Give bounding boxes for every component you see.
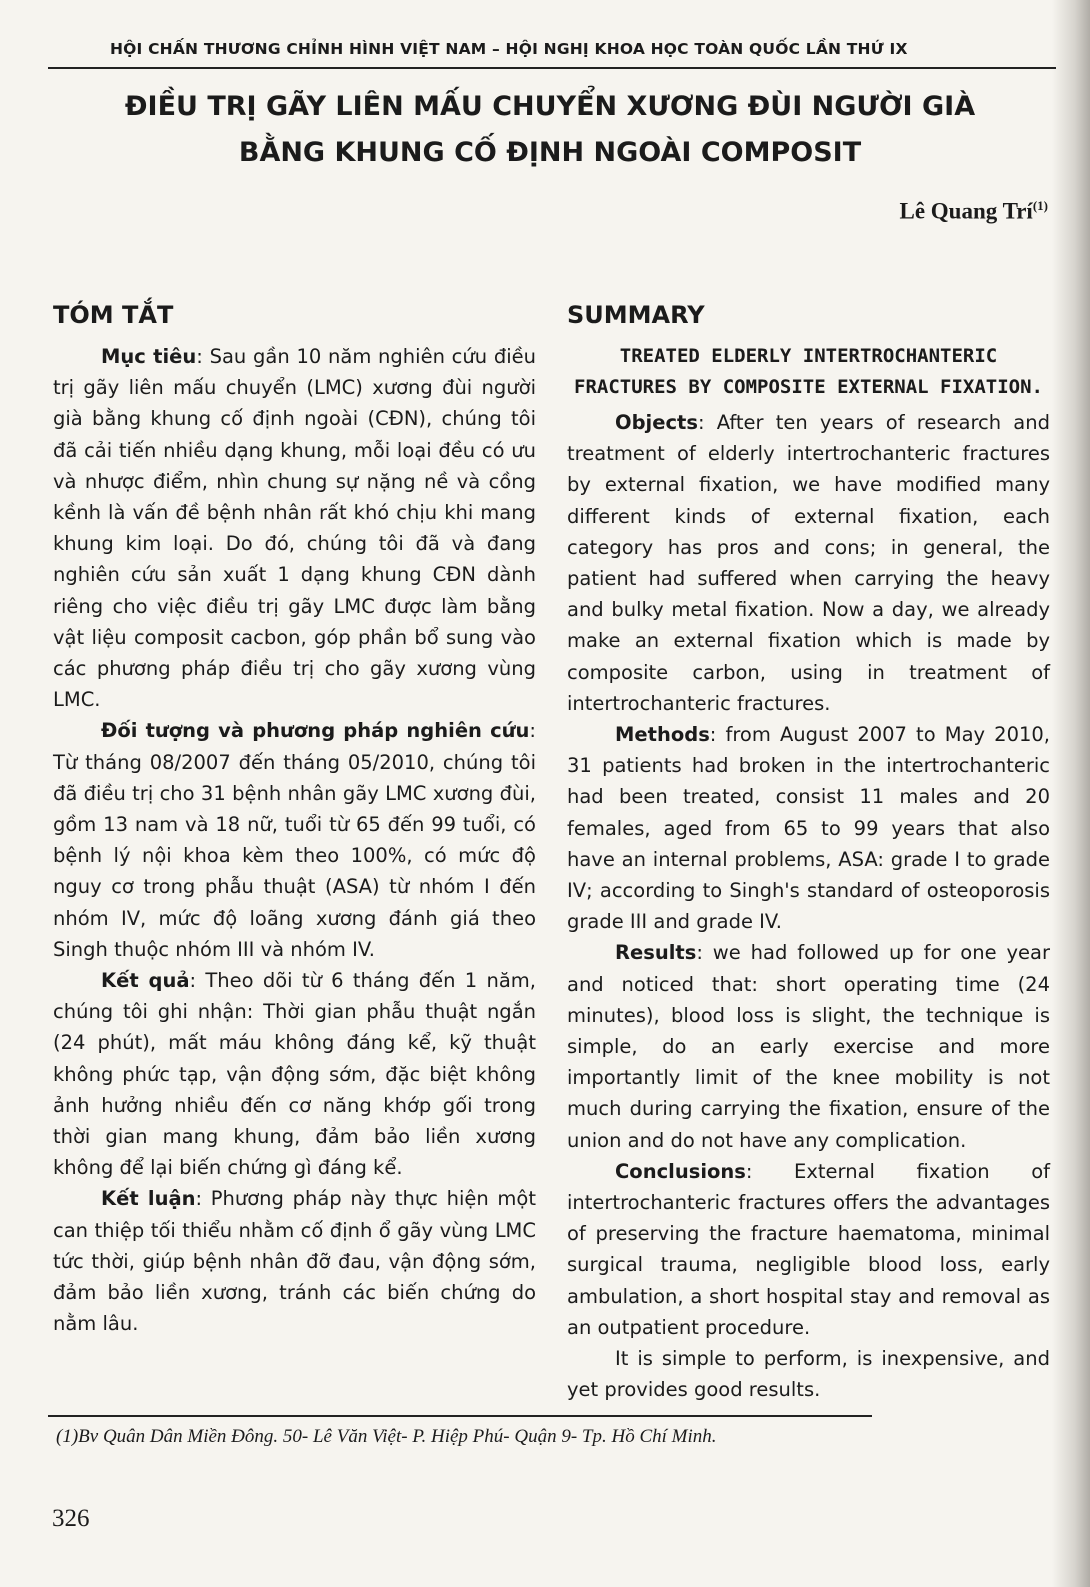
- en-objects-text: : After ten years of research and treatment of elderly intertrochanteric fractures by external fixation, we have modified many different kinds of external fixation, each category has pros and cons; in general, the patient had suffered when carrying the heavy and bulky metal fixation. Now a day, we already make an external fixation which is made by composite carbon, using in treatment of intertrochanteric fractures.: [567, 411, 1050, 715]
- page-number: 326: [52, 1505, 90, 1532]
- en-results-text: : we had followed up for one year and noticed that: short operating time (24 minutes), blood loss is slight, the technique is simple, do an early exercise and more importantly limit of the knee mobility is not much during carrying the fixation, ensure of the union and do not have any complication.: [567, 941, 1050, 1152]
- english-summary-heading: SUMMARY: [567, 301, 705, 329]
- running-header: HỘI CHẤN THƯƠNG CHỈNH HÌNH VIỆT NAM – HỘI NGHỊ KHOA HỌC TOÀN QUỐC LẦN THỨ IX: [110, 40, 908, 58]
- vn-conclusion-text: : Phương pháp này thực hiện một can thiệp tối thiểu nhằm cố định ổ gãy vùng LMC tức thời, giúp bệnh nhân đỡ đau, vận động sớm, đảm bảo liền xương, tránh các biến chứng do nằm lâu.: [53, 1187, 536, 1336]
- vn-results-label: Kết quả: [101, 969, 190, 993]
- en-conclusions-label: Conclusions: [615, 1159, 746, 1183]
- vn-methods-label: Đối tượng và phương pháp nghiên cứu: [101, 719, 530, 743]
- vn-results-paragraph: [53, 965, 536, 1183]
- binding-shadow: [1052, 0, 1090, 1587]
- article-title: [80, 84, 1020, 176]
- author-affiliation-mark: (1): [1032, 198, 1048, 213]
- en-methods-paragraph: [567, 719, 1050, 937]
- en-methods-label: Methods: [615, 723, 710, 747]
- vn-methods-text: : Từ tháng 08/2007 đến tháng 05/2010, chúng tôi đã điều trị cho 31 bệnh nhân gãy LMC xương đùi, gồm 13 nam và 18 nữ, tuổi từ 65 đến 99 tuổi, có bệnh lý nội khoa kèm theo 100%, có mức độ nguy cơ trong phẫu thuật (ASA) từ nhóm I đến nhóm IV, mức độ loãng xương đánh giá theo Singh thuộc nhóm III và nhóm IV.: [53, 719, 536, 961]
- vn-conclusion-paragraph: [53, 1183, 536, 1339]
- en-conclusions-paragraph: [567, 1156, 1050, 1343]
- author-name: Lê Quang Trí: [899, 198, 1033, 224]
- header-rule: [48, 67, 1056, 69]
- english-title: TREATED ELDERLY INTERTROCHANTERIC FRACTURES BY COMPOSITE EXTERNAL FIXATION.: [574, 345, 1043, 398]
- footnote-rule: [48, 1415, 872, 1417]
- affiliation-footnote: (1)Bv Quân Dân Miền Đông. 50- Lê Văn Việt- P. Hiệp Phú- Quận 9- Tp. Hồ Chí Minh.: [56, 1426, 717, 1447]
- vn-objective-paragraph: [53, 341, 536, 715]
- en-closing-paragraph: It is simple to perform, is inexpensive, and yet provides good results.: [567, 1347, 1050, 1402]
- en-conclusions-text: : External fixation of intertrochanteric fractures offers the advantages of preserving the fracture haematoma, minimal surgical trauma, negligible blood loss, early ambulation, a short hospital stay and removal as an outpatient procedure.: [567, 1159, 1050, 1339]
- en-objects-paragraph: [567, 407, 1050, 719]
- vn-results-text: : Theo dõi từ 6 tháng đến 1 năm, chúng tôi ghi nhận: Thời gian phẫu thuật ngắn (24 phút), mất máu không đáng kể, kỹ thuật không phức tạp, vận động sớm, đặc biệt không ảnh hưởng nhiều đến cơ năng khớp gối trong thời gian mang khung, đảm bảo liền xương không để lại biến chứng gì đáng kể.: [53, 969, 536, 1180]
- en-methods-text: : from August 2007 to May 2010, 31 patients had broken in the intertrochanteric had been treated, consist 11 males and 20 females, aged from 65 to 99 years that also have an internal problems, ASA: grade I to grade IV; according to Singh's standard of osteoporosis grade III and grade IV.: [567, 723, 1050, 934]
- vn-methods-paragraph: [53, 715, 536, 965]
- vietnamese-abstract-heading: TÓM TẮT: [53, 301, 174, 329]
- vn-objective-text: : Sau gần 10 năm nghiên cứu điều trị gãy liên mấu chuyển (LMC) xương đùi người già bằng khung cố định ngoài (CĐN), chúng tôi đã cải tiến nhiều dạng khung, mỗi loại đều có ưu và nhược điểm, nhìn chung sự nặng nề và cồng kềnh là vấn đề bệnh nhân rất khó chịu khi mang khung kim loại. Do đó, chúng tôi đã và đang nghiên cứu sản xuất 1 dạng khung CĐN dành riêng cho việc điều trị gãy LMC được làm bằng vật liệu composit cacbon, góp phần bổ sung vào các phương pháp điều trị cho gãy xương vùng LMC.: [53, 345, 536, 712]
- en-objects-label: Objects: [615, 411, 698, 434]
- vn-conclusion-label: Kết luận: [101, 1187, 196, 1211]
- vietnamese-abstract: [53, 297, 536, 1340]
- author-byline: [899, 198, 1048, 225]
- article-title-line-2: BẰNG KHUNG CỐ ĐỊNH NGOÀI COMPOSIT: [238, 137, 862, 168]
- english-summary: [567, 297, 1050, 1406]
- article-title-line-1: ĐIỀU TRỊ GÃY LIÊN MẤU CHUYỂN XƯƠNG ĐÙI NGƯỜI GIÀ: [124, 91, 976, 122]
- vn-objective-label: Mục tiêu: [101, 345, 197, 368]
- en-results-paragraph: [567, 937, 1050, 1155]
- en-results-label: Results: [615, 941, 697, 965]
